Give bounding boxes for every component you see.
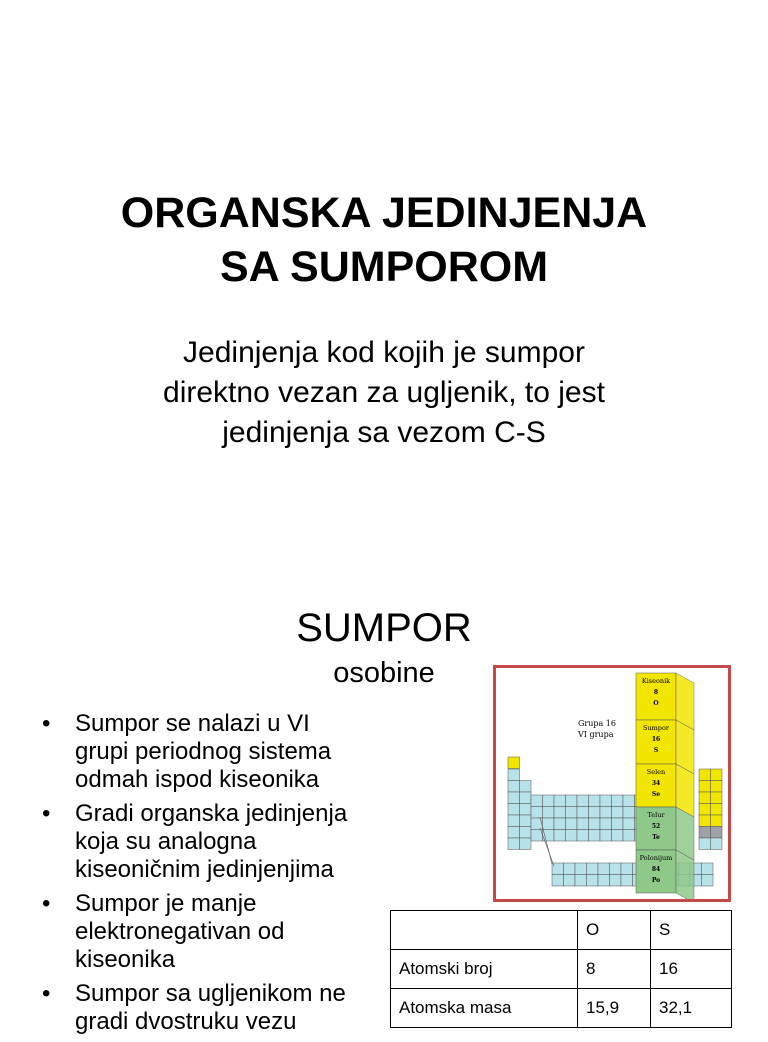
bullet-item	[42, 710, 382, 794]
bullet-text-line: Sumpor sa ugljenikom ne	[75, 980, 346, 1007]
table-cell-shape	[623, 795, 635, 807]
slide1-subtitle	[0, 333, 768, 453]
table-cell-shape	[508, 827, 520, 839]
bullet-text-line: grupi periodnog sistema	[75, 738, 332, 765]
table-cell-shape	[702, 863, 714, 875]
table-cell-shape	[520, 804, 532, 816]
element-symbol: Po	[651, 877, 661, 884]
table-cell-shape	[699, 815, 711, 827]
table-cell-shape	[711, 769, 723, 781]
table-cell-shape	[621, 875, 633, 887]
table-row	[391, 950, 732, 989]
bullet-dot-icon: •	[42, 800, 51, 827]
element-symbol: O	[653, 700, 659, 707]
table-cell-shape	[589, 818, 601, 830]
table-cell-shape	[554, 795, 566, 807]
table-cell-shape	[554, 818, 566, 830]
table-cell-shape	[610, 863, 622, 875]
table-cell: Atomska masa	[391, 989, 578, 1028]
table-cell-shape	[508, 757, 520, 769]
table-cell-shape	[566, 830, 578, 842]
table-cell-shape	[711, 827, 723, 839]
slide2-subtitle: osobine	[333, 657, 435, 689]
table-cell-shape	[520, 838, 532, 850]
table-cell: O	[578, 911, 651, 950]
element-name: Polonijum	[639, 854, 673, 862]
table-cell-shape	[623, 807, 635, 819]
slide1-title-line: SA SUMPOROM	[219, 243, 549, 291]
table-cell-shape	[621, 863, 633, 875]
bullet-list	[42, 710, 382, 1042]
element-symbol: Se	[651, 791, 661, 798]
table-cell-shape	[711, 838, 723, 850]
table-cell-shape	[575, 875, 587, 887]
bullet-item	[42, 980, 382, 1036]
bullet-text-line: gradi dvostruku vezu	[75, 1008, 297, 1035]
table-cell-shape	[520, 792, 532, 804]
table-cell-shape	[589, 807, 601, 819]
bullet-text-line: odmah ispod kiseonika	[75, 766, 320, 793]
element-number: 16	[651, 736, 661, 743]
bullet-text-line: koja su analogna	[75, 828, 257, 855]
table-cell-shape	[711, 781, 723, 793]
table-cell-shape	[699, 827, 711, 839]
periodic-table-image	[496, 668, 728, 899]
bullet-dot-icon: •	[42, 710, 51, 737]
table-cell-shape	[577, 818, 589, 830]
table-cell-shape	[566, 807, 578, 819]
bullet-item	[42, 890, 382, 974]
table-cell-shape	[531, 807, 543, 819]
table-cell-shape	[589, 830, 601, 842]
table-cell-shape	[520, 781, 532, 793]
element-number: 8	[653, 689, 659, 696]
table-cell-shape	[699, 769, 711, 781]
properties-table	[390, 910, 732, 1028]
bullet-dot-icon: •	[42, 890, 51, 917]
group-label: Grupa 16	[578, 719, 616, 728]
table-cell-shape	[575, 863, 587, 875]
periodic-table-figure	[493, 665, 731, 902]
table-cell-shape	[711, 804, 723, 816]
table-cell-shape	[623, 818, 635, 830]
element-name: Kiseonik	[641, 677, 671, 685]
table-cell-shape	[508, 815, 520, 827]
table-cell-shape	[566, 795, 578, 807]
table-cell-shape	[612, 795, 624, 807]
table-cell: S	[651, 911, 732, 950]
element-symbol: S	[653, 747, 659, 754]
table-cell-shape	[610, 875, 622, 887]
table-cell-shape	[711, 792, 723, 804]
table-cell-shape	[577, 807, 589, 819]
table-cell: 16	[651, 950, 732, 989]
table-cell-shape	[612, 807, 624, 819]
bullet-text-line: kiseoničnim jedinjenjima	[75, 856, 334, 883]
table-cell-shape	[699, 792, 711, 804]
bullet-text-line: kiseonika	[75, 946, 176, 973]
table-cell-shape	[623, 830, 635, 842]
bullet-text-line: elektronegativan od	[75, 918, 285, 945]
table-cell-shape	[566, 818, 578, 830]
table-cell-shape	[699, 781, 711, 793]
table-cell-shape	[508, 804, 520, 816]
table-cell: 15,9	[578, 989, 651, 1028]
table-cell-shape	[711, 815, 723, 827]
table-cell-shape	[612, 830, 624, 842]
table-header-row	[391, 911, 732, 950]
slide1-title-line: ORGANSKA JEDINJENJA	[120, 189, 648, 237]
table-cell-shape	[587, 875, 599, 887]
table-cell-shape	[699, 838, 711, 850]
table-cell-shape	[598, 875, 610, 887]
table-cell-shape	[520, 827, 532, 839]
table-cell-shape	[577, 795, 589, 807]
element-name: Sumpor	[643, 724, 669, 732]
slide1-subtitle-line: direktno vezan za ugljenik, to jest	[163, 376, 605, 409]
table-cell-shape	[702, 875, 714, 887]
bullet-item	[42, 800, 382, 884]
table-cell-shape	[587, 863, 599, 875]
table-cell: Atomski broj	[391, 950, 578, 989]
bullet-text-line: Sumpor je manje	[75, 890, 257, 917]
element-name: Telur	[647, 811, 665, 819]
table-cell-shape	[508, 769, 520, 781]
table-cell-shape	[552, 875, 564, 887]
bullet-text-line: Gradi organska jedinjenja	[75, 800, 348, 827]
table-cell-shape	[564, 875, 576, 887]
group-label: VI grupa	[578, 730, 614, 739]
table-cell-shape	[543, 795, 555, 807]
table-cell-shape	[554, 807, 566, 819]
slide1-title	[0, 186, 768, 294]
table-row	[391, 989, 732, 1028]
table-cell-shape	[577, 830, 589, 842]
table-cell-shape	[600, 807, 612, 819]
table-cell: 32,1	[651, 989, 732, 1028]
table-cell-shape	[508, 781, 520, 793]
element-name: Selen	[646, 768, 666, 776]
table-cell-shape	[589, 795, 601, 807]
slide1-subtitle-line: jedinjenja sa vezom C-S	[222, 416, 546, 449]
table-cell-shape	[554, 830, 566, 842]
table-cell-shape	[508, 792, 520, 804]
table-cell	[391, 911, 578, 950]
table-cell-shape	[612, 818, 624, 830]
table-cell-shape	[600, 830, 612, 842]
element-number: 34	[651, 780, 661, 787]
table-cell-shape	[531, 830, 543, 842]
table-cell-shape	[508, 838, 520, 850]
element-number: 84	[651, 866, 661, 873]
table-cell-shape	[699, 804, 711, 816]
table-cell-shape	[531, 795, 543, 807]
element-number: 52	[651, 823, 661, 830]
slide2-title: SUMPOR	[296, 606, 472, 650]
table-cell-shape	[520, 815, 532, 827]
bullet-text-line: Sumpor se nalazi u VI	[75, 710, 310, 737]
element-symbol: Te	[652, 834, 660, 841]
table-cell-shape	[600, 795, 612, 807]
table-cell-shape	[564, 863, 576, 875]
table-cell-shape	[600, 818, 612, 830]
table-cell-shape	[543, 818, 555, 830]
table-cell: 8	[578, 950, 651, 989]
table-cell-shape	[543, 807, 555, 819]
bullet-dot-icon: •	[42, 980, 51, 1007]
table-cell-shape	[598, 863, 610, 875]
slide1-subtitle-line: Jedinjenja kod kojih je sumpor	[183, 336, 585, 369]
